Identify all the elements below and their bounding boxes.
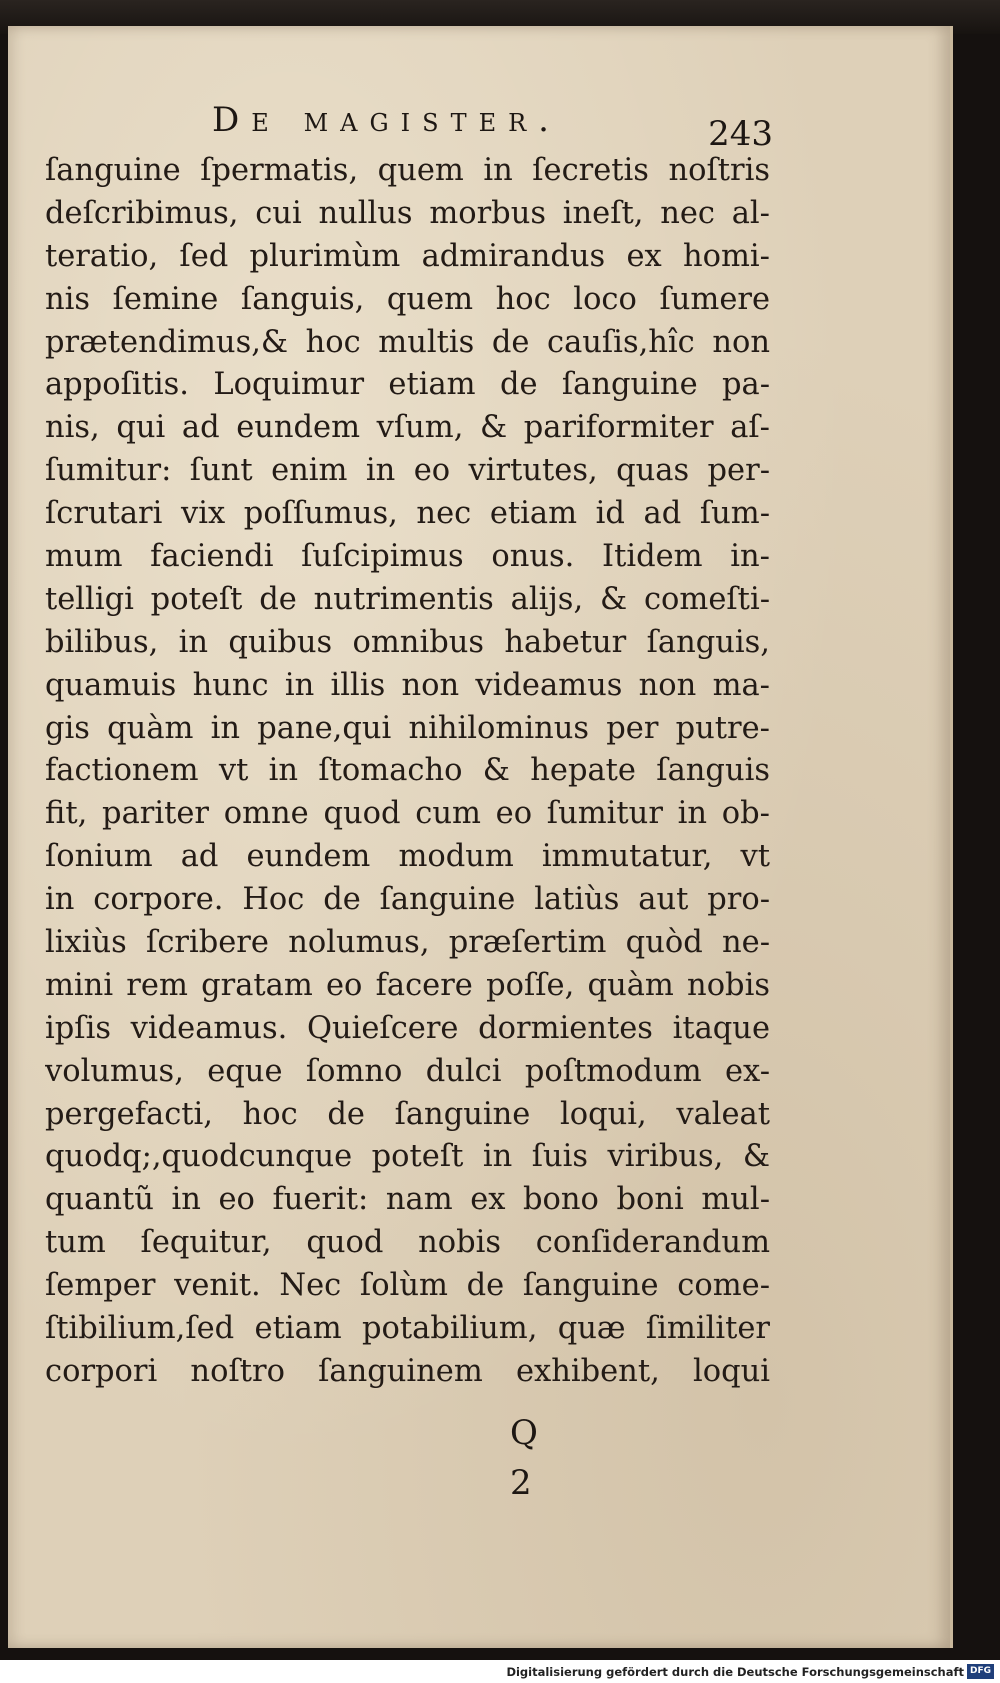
- text-line: mini rem gratam eo facere poſſe, quàm nobis: [45, 967, 770, 1003]
- text-line: telligi poteſt de nutrimentis alijs, & comeſti-: [45, 581, 770, 617]
- text-line: nis ſemine ſanguis, quem hoc loco ſumere: [45, 281, 770, 317]
- footer-credit: Digitalisierung gefördert durch die Deutsche Forschungsgemeinschaft: [506, 1665, 964, 1679]
- text-line: teratio, ſed plurimùm admirandus ex homi-: [45, 238, 770, 274]
- text-line: quantũ in eo fuerit: nam ex bono boni mul-: [45, 1182, 770, 1218]
- page-number: 243: [708, 114, 773, 154]
- text-line: pergefacti, hoc de ſanguine loqui, valeat: [45, 1096, 770, 1132]
- text-line: lixiùs ſcribere nolumus, præſertim quòd ne-: [45, 925, 770, 961]
- text-line: deſcribimus, cui nullus morbus ineſt, nec al-: [45, 195, 770, 231]
- text-line: fit, pariter omne quod cum eo ſumitur in ob-: [45, 796, 770, 832]
- text-line: appoſitis. Loquimur etiam de ſanguine pa-: [45, 367, 770, 403]
- text-line: bilibus, in quibus omnibus habetur ſanguis,: [45, 624, 770, 660]
- text-line: ſonium ad eundem modum immutatur, vt: [45, 839, 770, 875]
- text-line: quodq;,quodcunque poteſt in ſuis viribus, &: [45, 1139, 770, 1175]
- signature-mark: Q 2: [510, 1413, 558, 1503]
- text-line: factionem vt in ſtomacho & hepate ſanguis: [45, 753, 770, 789]
- text-line: ſemper venit. Nec ſolùm de ſanguine come-: [45, 1268, 770, 1304]
- text-line: prætendimus,& hoc multis de cauſis,hîc non: [45, 324, 770, 360]
- text-line: nis, qui ad eundem vſum, & pariformiter aſ-: [45, 410, 770, 446]
- text-line: in corpore. Hoc de ſanguine latiùs aut pro-: [45, 882, 770, 918]
- text-line: corpori noſtro ſanguinem exhibent, loqui: [45, 1353, 770, 1389]
- text-line: quamuis hunc in illis non videamus non ma-: [45, 667, 770, 703]
- text-line: ſcrutari vix poſſumus, nec etiam id ad ſum-: [45, 496, 770, 532]
- text-line: ſumitur: ſunt enim in eo virtutes, quas per-: [45, 453, 770, 489]
- text-line: ſtibilium,ſed etiam potabilium, quæ ſimiliter: [45, 1311, 770, 1347]
- text-line: tum ſequitur, quod nobis conſiderandum: [45, 1225, 770, 1261]
- running-head: De magister.: [212, 100, 561, 140]
- dfg-logo-icon: DFG: [967, 1664, 994, 1679]
- text-line: ipſis videamus. Quieſcere dormientes itaque: [45, 1010, 770, 1046]
- text-line: ſanguine ſpermatis, quem in ſecretis noſtris: [45, 153, 770, 188]
- body-text: [45, 150, 770, 1394]
- text-line: gis quàm in pane,qui nihilominus per putre-: [45, 710, 770, 746]
- text-line: mum faciendi ſuſcipimus onus. Itidem in-: [45, 539, 770, 575]
- text-line: volumus, eque ſomno dulci poſtmodum ex-: [45, 1053, 770, 1089]
